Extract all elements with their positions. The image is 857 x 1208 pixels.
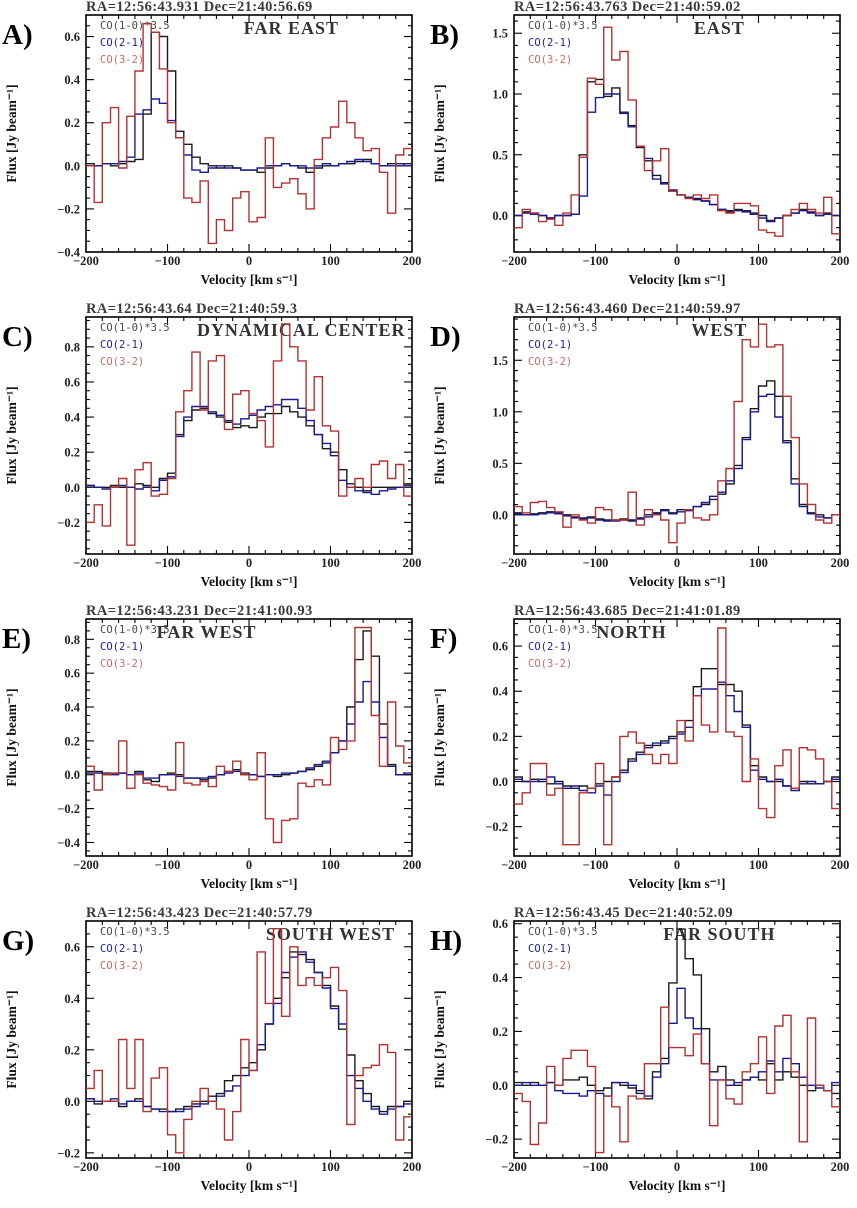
radec-header: RA=12:56:43.763 Dec=21:40:59.02 xyxy=(514,0,741,15)
radec-header: RA=12:56:43.231 Dec=21:41:00.93 xyxy=(86,604,313,619)
x-tick-label: 100 xyxy=(321,858,340,872)
x-tick-label: 100 xyxy=(749,254,768,268)
spectrum-panel xyxy=(428,0,857,302)
x-axis-label: Velocity [km s⁻¹] xyxy=(200,574,298,589)
y-axis-label: Flux [Jy beam⁻¹] xyxy=(4,688,19,787)
x-tick-label: 100 xyxy=(749,556,768,570)
x-tick-label: −200 xyxy=(501,556,527,570)
spectrum-plot-svg xyxy=(428,302,856,604)
x-tick-label: 200 xyxy=(830,858,850,872)
legend-entry: CO(3-2) xyxy=(100,658,145,670)
x-tick-label: −200 xyxy=(501,254,527,268)
y-axis-label: Flux [Jy beam⁻¹] xyxy=(4,990,19,1089)
y-tick-labels xyxy=(485,917,509,1146)
x-tick-label: 0 xyxy=(673,1160,681,1174)
series-co21 xyxy=(86,952,412,1114)
panel-title: FAR WEST xyxy=(156,622,257,642)
y-tick-label: 0.2 xyxy=(64,734,80,749)
y-axis-label: Flux [Jy beam⁻¹] xyxy=(432,990,447,1089)
radec-header: RA=12:56:43.45 Dec=21:40:52.09 xyxy=(514,906,734,921)
y-tick-label: −0.2 xyxy=(57,202,80,217)
x-tick-label: −100 xyxy=(582,1160,609,1174)
y-tick-label: 0.0 xyxy=(64,159,80,174)
panel-title: SOUTH WEST xyxy=(265,924,396,944)
x-axis-label: Velocity [km s⁻¹] xyxy=(628,574,726,589)
radec-header: RA=12:56:43.460 Dec=21:40:59.97 xyxy=(514,302,741,317)
x-tick-label: 0 xyxy=(673,254,681,268)
y-tick-label: 0.2 xyxy=(492,1024,508,1039)
panel-title: EAST xyxy=(693,18,745,38)
y-tick-labels xyxy=(57,30,81,259)
x-tick-labels xyxy=(73,858,421,872)
panel-letter: B) xyxy=(430,19,459,51)
panel-letter: F) xyxy=(430,623,458,655)
x-tick-label: 0 xyxy=(245,254,253,268)
legend-entry: CO(3-2) xyxy=(100,356,145,368)
y-tick-label: 0.0 xyxy=(64,768,80,783)
y-tick-label: −0.2 xyxy=(57,802,80,817)
x-tick-label: −200 xyxy=(73,556,99,570)
x-tick-label: −100 xyxy=(154,254,181,268)
spectrum-plot-svg xyxy=(0,302,428,604)
x-tick-label: 100 xyxy=(749,1160,768,1174)
spectrum-panel xyxy=(428,906,857,1208)
y-tick-label: 1.5 xyxy=(492,26,508,41)
legend-entry: CO(2-1) xyxy=(528,943,573,955)
y-tick-label: 0.4 xyxy=(492,971,508,986)
spectrum-plot-svg xyxy=(428,906,856,1208)
spectrum-plot-svg xyxy=(428,0,856,302)
legend-entry: CO(2-1) xyxy=(100,339,145,351)
y-tick-labels xyxy=(57,940,81,1160)
y-tick-label: 0.4 xyxy=(64,73,80,88)
x-tick-labels xyxy=(73,556,421,570)
y-tick-label: 0.6 xyxy=(492,917,508,932)
y-tick-label: 0.0 xyxy=(492,209,508,224)
y-tick-label: 0.6 xyxy=(64,666,80,681)
radec-header: RA=12:56:43.685 Dec=21:41:01.89 xyxy=(514,604,741,619)
y-tick-label: 0.4 xyxy=(64,410,80,425)
y-tick-label: 1.0 xyxy=(492,405,508,420)
radec-header: RA=12:56:43.423 Dec=21:40:57.79 xyxy=(86,906,313,921)
y-tick-label: 0.0 xyxy=(492,775,508,790)
x-tick-label: 200 xyxy=(402,556,422,570)
x-tick-label: −200 xyxy=(501,1160,527,1174)
x-tick-label: 200 xyxy=(830,556,850,570)
legend xyxy=(528,926,598,972)
series-co21 xyxy=(514,94,840,222)
x-tick-label: 0 xyxy=(245,556,253,570)
y-tick-label: 0.2 xyxy=(64,116,80,131)
spectrum-panel xyxy=(428,604,857,906)
x-tick-label: 200 xyxy=(830,1160,850,1174)
panel-title: WEST xyxy=(691,320,748,340)
x-tick-label: −200 xyxy=(73,858,99,872)
y-tick-label: 0.2 xyxy=(64,445,80,460)
x-tick-label: 100 xyxy=(749,858,768,872)
x-tick-labels xyxy=(73,1160,421,1174)
y-tick-label: −0.4 xyxy=(57,245,80,260)
spectrum-panel xyxy=(0,302,428,604)
spectrum-panel xyxy=(0,906,428,1208)
legend-entry: CO(2-1) xyxy=(100,943,145,955)
y-tick-label: 0.2 xyxy=(492,729,508,744)
y-tick-labels xyxy=(57,340,81,530)
panel-letter: D) xyxy=(430,321,461,353)
y-tick-label: 1.0 xyxy=(492,87,508,102)
x-tick-label: −200 xyxy=(73,1160,99,1174)
y-tick-label: 0.0 xyxy=(64,480,80,495)
legend-entry: CO(2-1) xyxy=(100,37,145,49)
legend-entry: CO(1-0)*3.5 xyxy=(528,322,598,334)
y-tick-label: 0.4 xyxy=(64,991,80,1006)
legend xyxy=(100,926,170,972)
spectrum-plot-svg xyxy=(0,604,428,906)
y-tick-label: 0.6 xyxy=(64,375,80,390)
panel-title: NORTH xyxy=(596,622,667,642)
y-tick-labels xyxy=(492,354,508,523)
y-tick-label: 0.0 xyxy=(64,1094,80,1109)
y-tick-label: −0.2 xyxy=(57,515,80,530)
panel-letter: C) xyxy=(2,321,33,353)
y-tick-label: 0.8 xyxy=(64,632,80,647)
spectrum-panel xyxy=(0,604,428,906)
legend-entry: CO(2-1) xyxy=(528,37,573,49)
spectrum-plot-svg xyxy=(428,604,856,906)
series-co10 xyxy=(86,631,412,782)
y-tick-label: 0.0 xyxy=(492,508,508,523)
x-tick-labels xyxy=(501,1160,849,1174)
x-tick-labels xyxy=(501,556,849,570)
spectrum-plot-svg xyxy=(0,906,428,1208)
y-tick-labels xyxy=(57,633,81,850)
legend-entry: CO(3-2) xyxy=(528,356,573,368)
legend-entry: CO(1-0)*3.5 xyxy=(528,20,598,32)
x-axis-label: Velocity [km s⁻¹] xyxy=(628,1178,726,1193)
x-tick-label: 200 xyxy=(402,1160,422,1174)
legend-entry: CO(2-1) xyxy=(100,641,145,653)
x-tick-labels xyxy=(501,858,849,872)
x-tick-label: −100 xyxy=(582,254,609,268)
y-axis-label: Flux [Jy beam⁻¹] xyxy=(4,386,19,485)
y-tick-labels xyxy=(485,640,509,835)
y-axis-label: Flux [Jy beam⁻¹] xyxy=(432,386,447,485)
x-tick-label: −100 xyxy=(154,1160,181,1174)
legend-entry: CO(1-0)*3.5 xyxy=(528,926,598,938)
spectrum-panel xyxy=(428,302,857,604)
y-axis-label: Flux [Jy beam⁻¹] xyxy=(432,688,447,787)
legend-entry: CO(3-2) xyxy=(528,960,573,972)
panel-letter: H) xyxy=(430,925,463,957)
y-tick-label: −0.4 xyxy=(57,835,80,850)
x-tick-label: 200 xyxy=(402,254,422,268)
y-tick-label: 0.5 xyxy=(492,148,508,163)
y-axis-label: Flux [Jy beam⁻¹] xyxy=(432,84,447,183)
spectrum-plot-svg xyxy=(0,0,428,302)
legend-entry: CO(1-0)*3.5 xyxy=(528,624,598,636)
legend xyxy=(528,20,598,66)
legend-entry: CO(2-1) xyxy=(528,339,573,351)
y-tick-label: 0.8 xyxy=(64,340,80,355)
legend-entry: CO(3-2) xyxy=(100,54,145,66)
legend-entry: CO(2-1) xyxy=(528,641,573,653)
x-tick-label: −100 xyxy=(582,858,609,872)
x-tick-label: −200 xyxy=(501,858,527,872)
x-tick-label: 100 xyxy=(321,1160,340,1174)
y-tick-label: 0.6 xyxy=(64,30,80,45)
legend xyxy=(100,322,170,368)
x-tick-label: 0 xyxy=(673,556,681,570)
y-tick-label: −0.2 xyxy=(57,1146,80,1161)
legend-entry: CO(1-0)*3.5 xyxy=(100,322,170,334)
x-tick-label: 100 xyxy=(321,254,340,268)
x-axis-label: Velocity [km s⁻¹] xyxy=(200,272,298,287)
series-co10 xyxy=(514,79,840,220)
panel-title: DYNAMICAL CENTER xyxy=(196,320,406,340)
panel-letter: E) xyxy=(2,623,31,655)
panel-letter: G) xyxy=(2,925,35,957)
legend-entry: CO(1-0)*3.5 xyxy=(100,624,170,636)
y-tick-labels xyxy=(492,27,508,223)
x-tick-label: −100 xyxy=(582,556,609,570)
legend-entry: CO(3-2) xyxy=(528,658,573,670)
legend xyxy=(528,322,598,368)
radec-header: RA=12:56:43.931 Dec=21:40:56.69 xyxy=(86,0,313,15)
legend-entry: CO(1-0)*3.5 xyxy=(100,926,170,938)
y-tick-label: 0.6 xyxy=(492,639,508,654)
y-tick-label: 0.4 xyxy=(64,700,80,715)
spectrum-panel xyxy=(0,0,428,302)
x-tick-label: 200 xyxy=(402,858,422,872)
x-tick-labels xyxy=(501,254,849,268)
y-tick-label: −0.2 xyxy=(485,820,508,835)
radec-header: RA=12:56:43.64 Dec=21:40:59.3 xyxy=(86,302,298,317)
x-tick-label: 100 xyxy=(321,556,340,570)
legend xyxy=(100,624,170,670)
y-tick-label: −0.2 xyxy=(485,1132,508,1147)
x-axis-label: Velocity [km s⁻¹] xyxy=(628,272,726,287)
y-axis-label: Flux [Jy beam⁻¹] xyxy=(4,84,19,183)
x-tick-label: −100 xyxy=(154,556,181,570)
series-co32 xyxy=(514,1007,840,1152)
x-axis-label: Velocity [km s⁻¹] xyxy=(628,876,726,891)
x-tick-labels xyxy=(73,254,421,268)
x-tick-label: 0 xyxy=(245,1160,253,1174)
panel-title: FAR EAST xyxy=(243,18,339,38)
series-co21 xyxy=(86,682,412,779)
x-axis-label: Velocity [km s⁻¹] xyxy=(200,1178,298,1193)
legend-entry: CO(1-0)*3.5 xyxy=(100,20,170,32)
y-tick-label: 0.6 xyxy=(64,940,80,955)
y-tick-label: 0.2 xyxy=(64,1043,80,1058)
panel-title: FAR SOUTH xyxy=(663,924,776,944)
x-tick-label: −100 xyxy=(154,858,181,872)
y-tick-label: 0.0 xyxy=(492,1078,508,1093)
legend-entry: CO(3-2) xyxy=(528,54,573,66)
x-tick-label: 200 xyxy=(830,254,850,268)
panel-letter: A) xyxy=(2,19,33,51)
y-tick-label: 1.5 xyxy=(492,353,508,368)
legend-entry: CO(3-2) xyxy=(100,960,145,972)
x-tick-label: 0 xyxy=(673,858,681,872)
y-tick-label: 0.4 xyxy=(492,684,508,699)
legend xyxy=(528,624,598,670)
y-tick-label: 0.5 xyxy=(492,456,508,471)
x-tick-label: −200 xyxy=(73,254,99,268)
x-axis-label: Velocity [km s⁻¹] xyxy=(200,876,298,891)
x-tick-label: 0 xyxy=(245,858,253,872)
